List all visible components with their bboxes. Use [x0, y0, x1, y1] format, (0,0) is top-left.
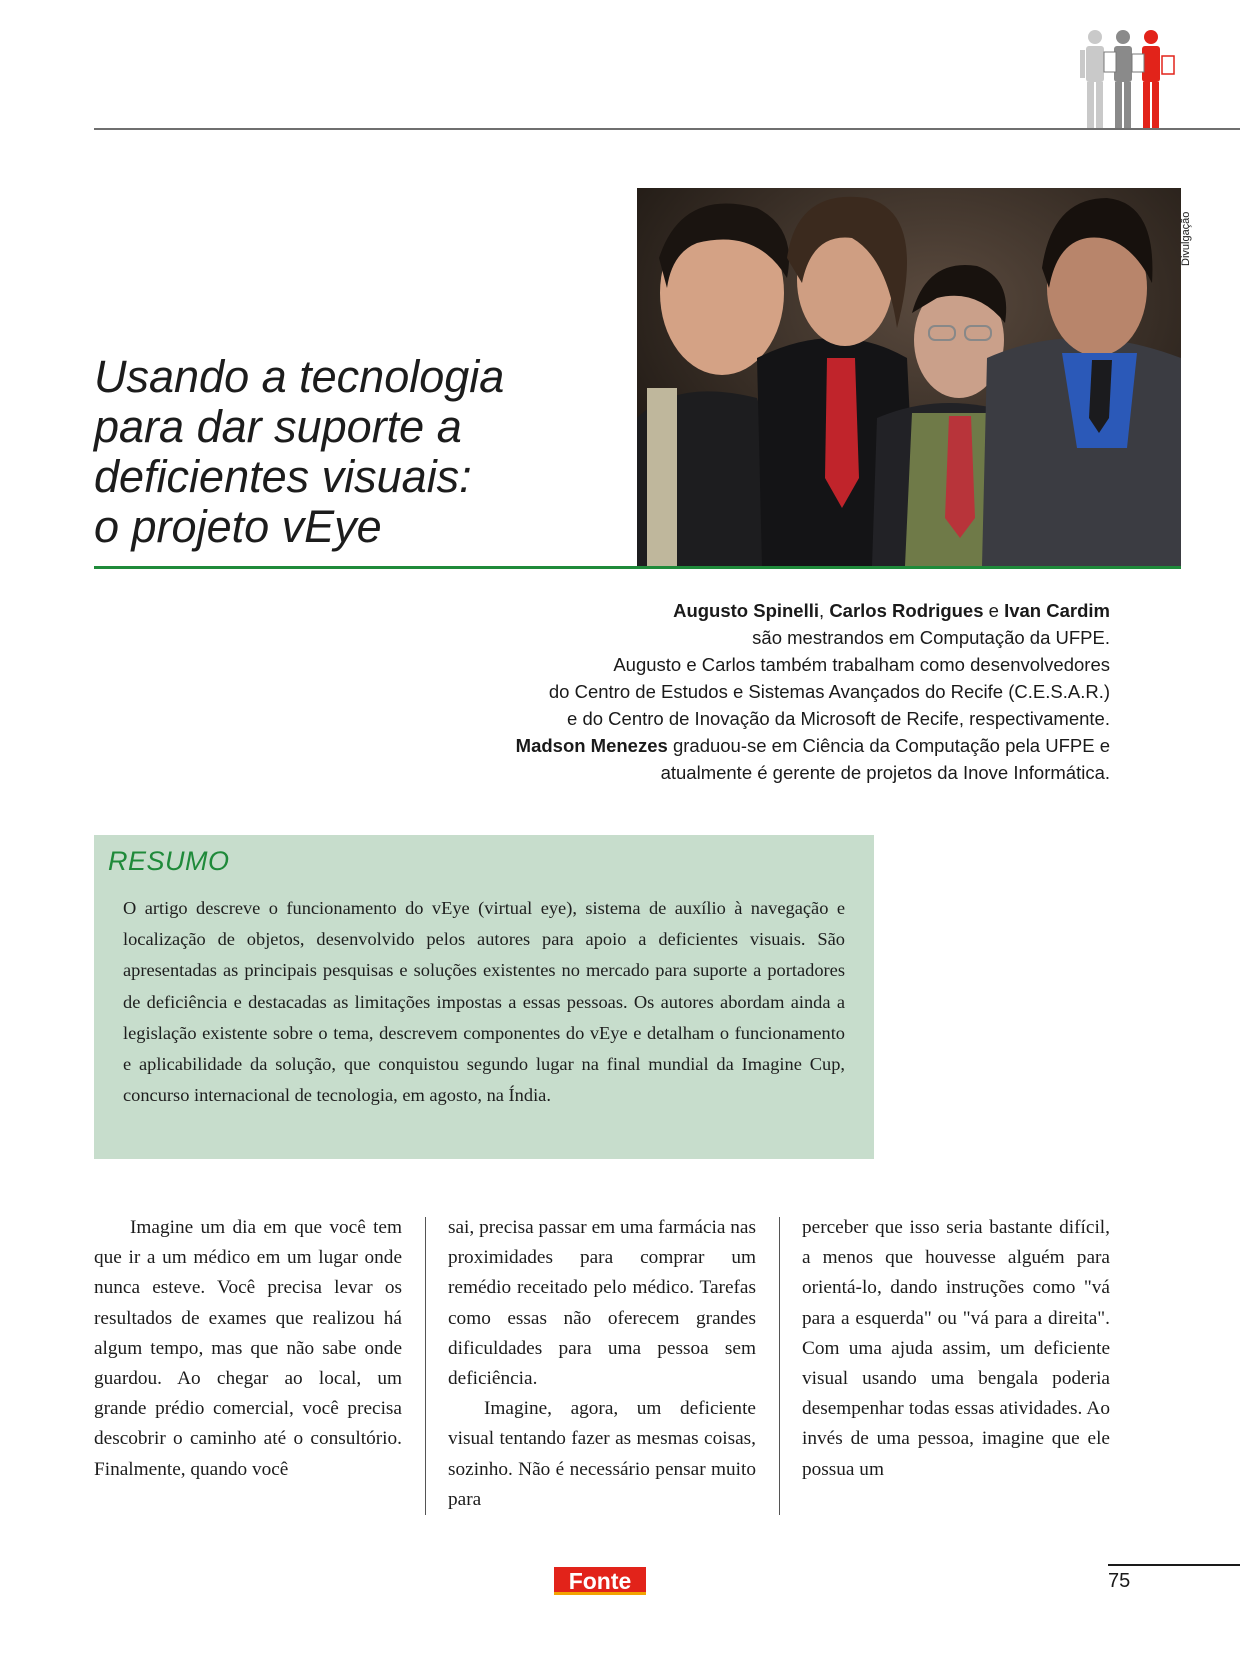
author-line: e do Centro de Inovação da Microsoft de Recife, respectivamente. — [567, 708, 1110, 729]
body-column-2 — [448, 1213, 756, 1523]
summary-text: O artigo descreve o funcionamento do vEye (virtual eye), sistema de auxílio à navegação e localização de objetos, desenvolvido pelos autores para apoio a deficientes visuais. São apresentadas as principais pesquisas e soluções existentes no mercado para suporte a portadores de deficiência e destacadas as limitações impostas a essas pessoas. Os autores abordam ainda a legislação existente sobre o tema, descrevem componentes do vEye e detalham o funcionamento e aplicabilidade da solução, que conquistou segundo lugar na final mundial da Imagine Cup, concurso internacional de tecnologia, em agosto, na Índia. — [123, 898, 845, 1106]
title-line: Usando a tecnologia — [94, 351, 505, 402]
body-paragraph: Imagine, agora, um deficiente visual tentando fazer as mesmas coisas, sozinho. Não é necessário pensar muito para — [448, 1398, 756, 1510]
authors-photo — [637, 188, 1181, 566]
people-figures-icon — [1080, 28, 1180, 130]
top-rule — [94, 128, 1240, 130]
author-separator: , — [819, 600, 830, 621]
photo-credit: Divulgação — [1180, 211, 1192, 266]
title-line: o projeto vEye — [94, 501, 382, 552]
author-line — [380, 732, 1110, 759]
footer-rule — [1108, 1564, 1240, 1566]
title-underline — [94, 566, 1181, 569]
author-line: atualmente é gerente de projetos da Inove Informática. — [660, 762, 1110, 783]
body-paragraph: perceber que isso seria bastante difícil, a menos que houvesse alguém para orientá-lo, dando instruções como "vá para a esquerda" ou "vá para a direita". Com uma ajuda assim, um deficiente visual usando uma bengala poderia desempenhar todas essas atividades. Ao invés de uma pessoa, imagine que ele possua um — [802, 1217, 1110, 1480]
author-line — [380, 597, 1110, 624]
body-paragraph: sai, precisa passar em uma farmácia nas proximidades para comprar um remédio receitado pelo médico. Tarefas como essas não oferecem grandes dificuldades para uma pessoa sem deficiência. — [448, 1217, 756, 1390]
column-divider — [425, 1217, 426, 1515]
column-divider — [779, 1217, 780, 1515]
author-line: são mestrandos em Computação da UFPE. — [752, 627, 1110, 648]
page-number: 75 — [1108, 1570, 1131, 1592]
title-line: para dar suporte a — [94, 401, 462, 452]
author-name: Madson Menezes — [515, 735, 668, 756]
author-name: Augusto Spinelli — [673, 600, 820, 621]
author-separator: e — [983, 600, 1005, 621]
author-name: Carlos Rodrigues — [829, 600, 984, 621]
body-column-3 — [802, 1213, 1110, 1523]
title-line: deficientes visuais: — [94, 451, 472, 502]
author-bio: graduou-se em Ciência da Computação pela UFPE e — [667, 735, 1110, 756]
article-title — [94, 352, 634, 552]
author-line: Augusto e Carlos também trabalham como desenvolvedores — [613, 654, 1110, 675]
summary-heading: RESUMO — [108, 846, 230, 876]
body-paragraph: Imagine um dia em que você tem que ir a um médico em um lugar onde nunca esteve. Você precisa levar os resultados de exames que realizou há algum tempo, mas que não sabe onde guardou. Ao chegar ao local, um grande prédio comercial, você precisa descobrir o caminho até o consultório. Finalmente, quando você — [94, 1217, 402, 1480]
fonte-logo: Fonte — [554, 1567, 646, 1595]
author-line: do Centro de Estudos e Sistemas Avançados do Recife (C.E.S.A.R.) — [548, 681, 1110, 702]
body-column-1 — [94, 1213, 402, 1523]
author-credits — [380, 597, 1110, 786]
author-name: Ivan Cardim — [1004, 600, 1110, 621]
